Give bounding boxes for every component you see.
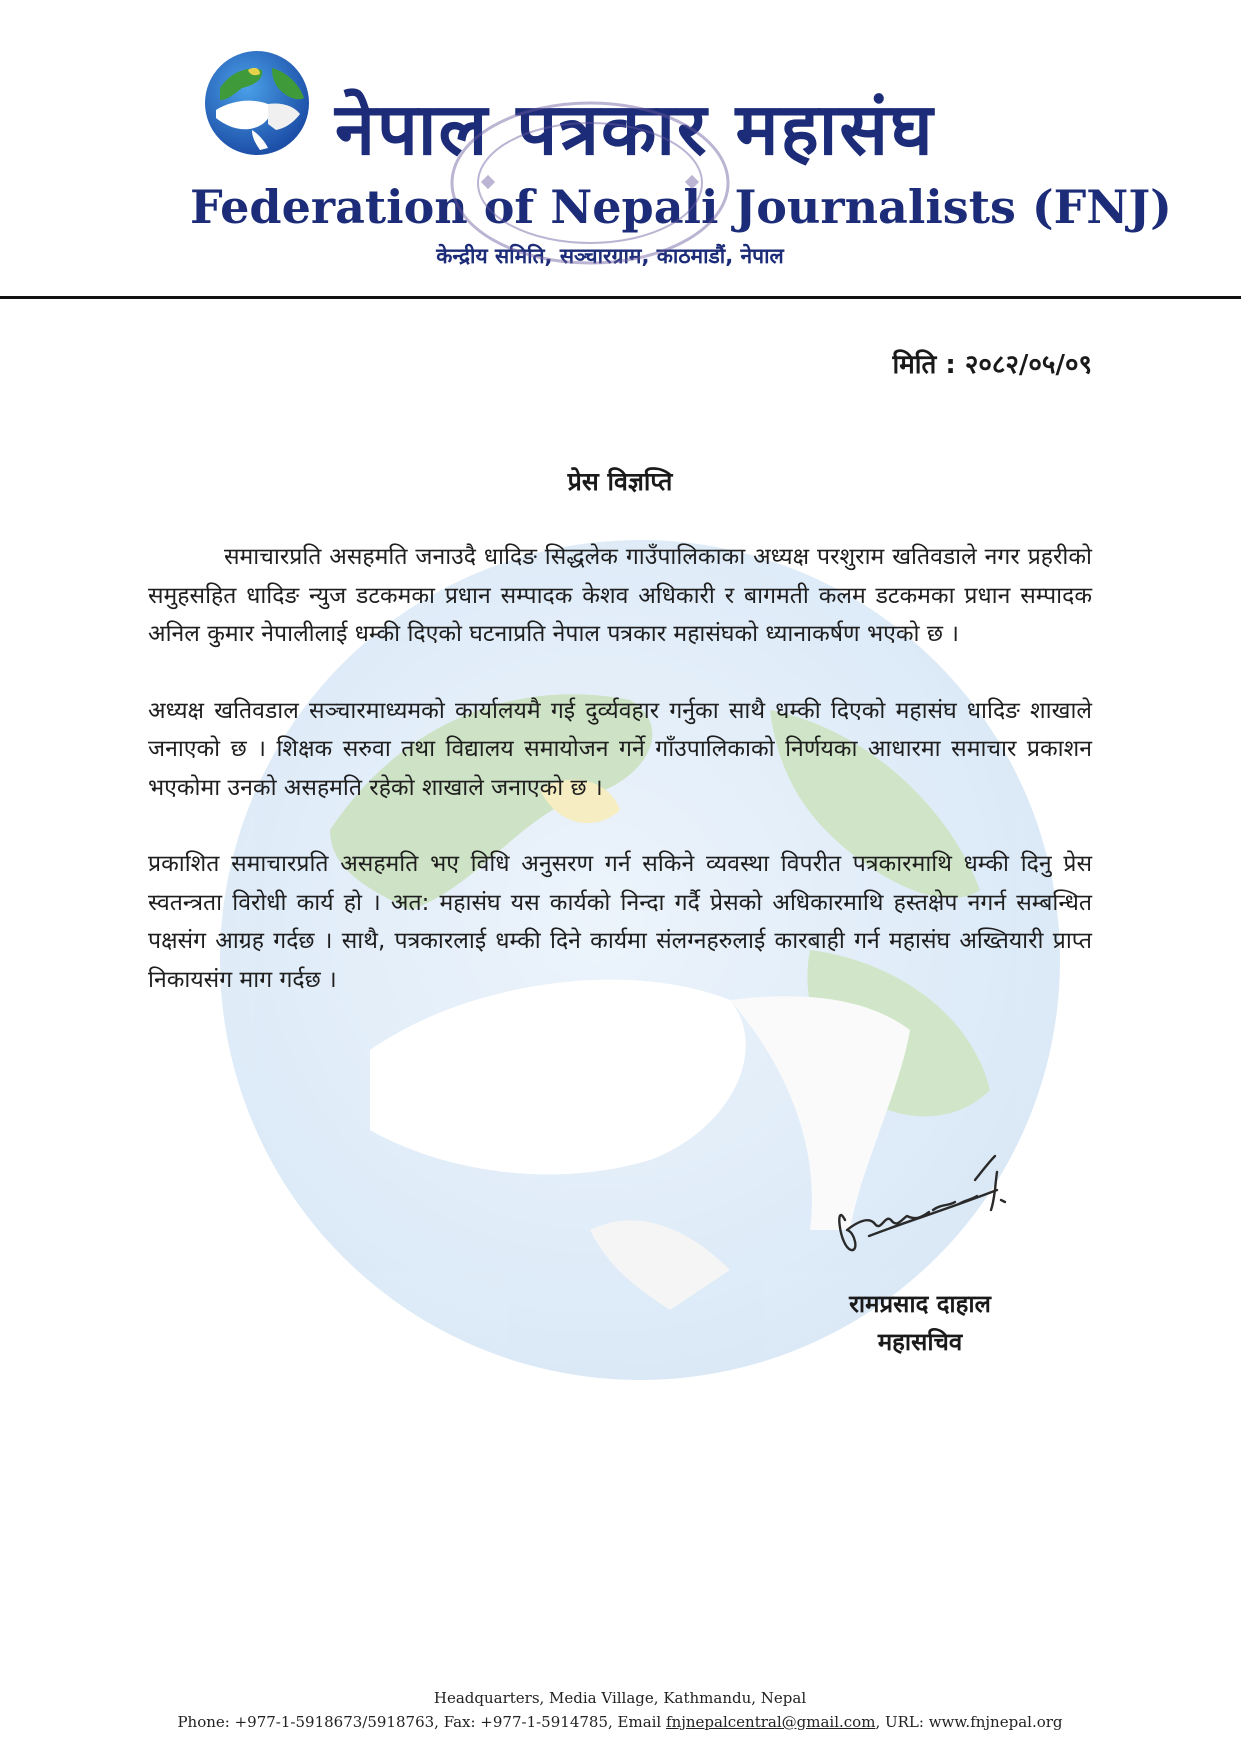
handwritten-signature <box>825 1150 1025 1265</box>
globe-dove-logo <box>202 48 312 158</box>
org-address: केन्द्रीय समिति, सञ्चारग्राम, काठमाडौं, नेपाल <box>436 244 784 268</box>
body-paragraph-1: समाचारप्रति असहमति जनाउदै धादिङ सिद्धलेक गाउँपालिकाका अध्यक्ष परशुराम खतिवडाले नगर प्रहरीको समुहसहित धादिङ न्युज डटकमका प्रधान सम्पादक केशव अधिकारी र बागमती कलम डटकमका प्रधान सम्पादक अनिल कुमार नेपालीलाई धम्की दिएको घटनाप्रति नेपाल पत्रकार महासंघको ध्यानाकर्षण भएको छ । <box>148 544 1092 647</box>
footer-contact <box>120 1710 1120 1734</box>
letterhead-footer <box>120 1686 1120 1734</box>
footer-phone-fax: Phone: +977-1-5918673/5918763, Fax: +977-1-5914785, Email <box>177 1713 667 1731</box>
signatory-title: महासचिव <box>877 1328 963 1356</box>
header-divider <box>0 296 1241 299</box>
org-name-nepali: नेपाल पत्रकार महासंघ <box>335 87 935 171</box>
footer-address: Headquarters, Media Village, Kathmandu, Nepal <box>433 1689 807 1707</box>
central-committee-seal <box>445 95 735 270</box>
body-paragraph-2: अध्यक्ष खतिवडाल सञ्चारमाध्यमको कार्यालयमै गई दुर्व्यवहार गर्नुका साथै धम्की दिएको महासंघ धादिङ शाखाले जनाएको छ । शिक्षक सरुवा तथा विद्यालय समायोजन गर्ने गाँउपालिकाको निर्णयका आधारमा समाचार प्रकाशन भएकोमा उनको असहमति रहेको शाखाले जनाएको छ । <box>148 697 1092 801</box>
press-release-body <box>148 538 1092 1037</box>
footer-url: , URL: www.fnjnepal.org <box>875 1713 1063 1731</box>
signatory-name: रामप्रसाद दाहाल <box>849 1290 991 1318</box>
footer-email-link[interactable]: fnjnepalcentral@gmail.com <box>666 1713 876 1731</box>
body-paragraph-3: प्रकाशित समाचारप्रति असहमति भए विधि अनुसरण गर्न सकिने व्यवस्था विपरीत पत्रकारमाथि धम्की दिनु प्रेस स्वतन्त्रता विरोधी कार्य हो । अत: महासंघ यस कार्यको निन्दा गर्दै प्रेसको अधिकारमाथि हस्तक्षेप नगर्न सम्बन्धित पक्षसंग आग्रह गर्दछ । साथै, पत्रकारलाई धम्की दिने कार्यमा संलग्नहरुलाई कारबाही गर्न महासंघ अख्तियारी प्राप्त निकायसंग माग गर्दछ । <box>148 851 1092 993</box>
document-date: मिति : २०८२/०५/०९ <box>892 350 1092 380</box>
document-title: प्रेस विज्ञप्ति <box>567 467 673 496</box>
org-name-english: Federation of Nepali Journalists (FNJ) <box>190 180 1172 234</box>
